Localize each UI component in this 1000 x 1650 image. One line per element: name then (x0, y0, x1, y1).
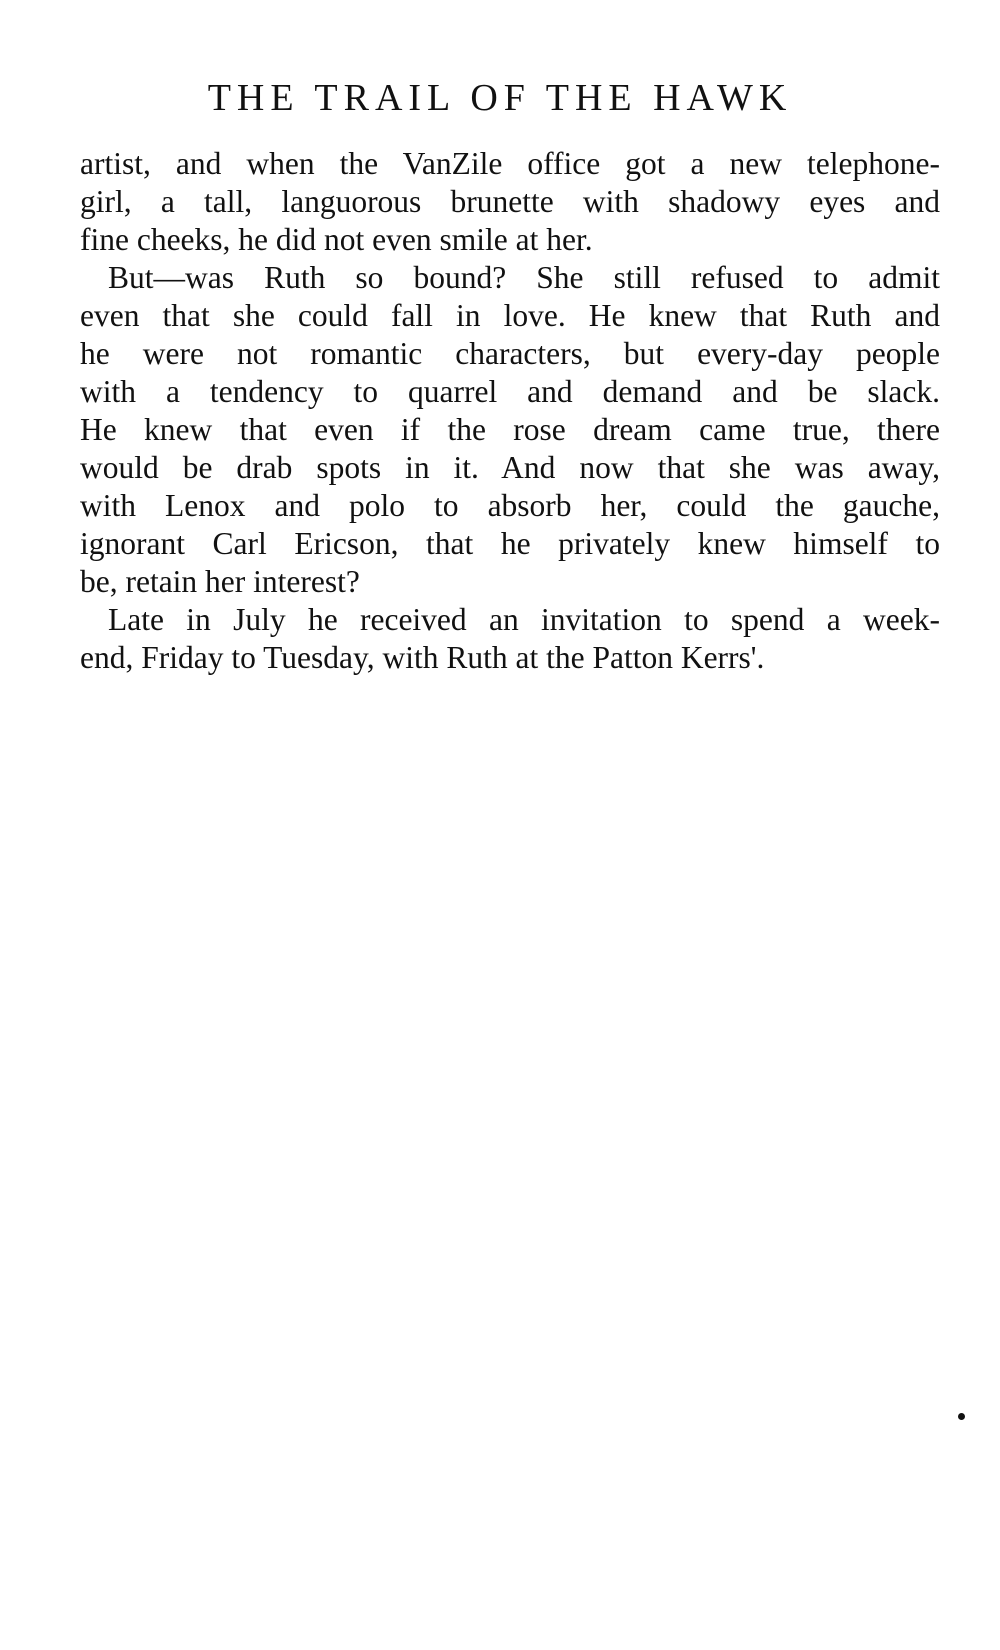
text-line: girl, a tall, languorous brunette with shadowy eyes and (80, 184, 940, 219)
text-line: artist, and when the VanZile office got a new telephone- (80, 146, 940, 181)
text-line: ignorant Carl Ericson, that he privately knew himself to (80, 526, 940, 561)
text-line: with Lenox and polo to absorb her, could the gauche, (80, 488, 940, 523)
text-line: Late in July he received an invitation to spend a week- (108, 602, 940, 637)
text-line: be, retain her interest? (80, 564, 360, 599)
text-line: he were not romantic characters, but every-day people (80, 336, 940, 371)
paragraph-1 (80, 145, 940, 259)
text-line: end, Friday to Tuesday, with Ruth at the Patton Kerrs'. (80, 640, 765, 675)
body-text (80, 145, 940, 677)
text-line: even that she could fall in love. He knew that Ruth and (80, 298, 940, 333)
text-line: But—was Ruth so bound? She still refused to admit (108, 260, 940, 295)
text-line: with a tendency to quarrel and demand and be slack. (80, 374, 940, 409)
text-line: He knew that even if the rose dream came true, there (80, 412, 940, 447)
ink-dot (958, 1413, 965, 1420)
paragraph-3 (80, 601, 940, 677)
text-line: would be drab spots in it. And now that she was away, (80, 450, 940, 485)
paragraph-2 (80, 259, 940, 601)
text-line: fine cheeks, he did not even smile at her. (80, 222, 593, 257)
running-head: THE TRAIL OF THE HAWK (207, 77, 793, 119)
